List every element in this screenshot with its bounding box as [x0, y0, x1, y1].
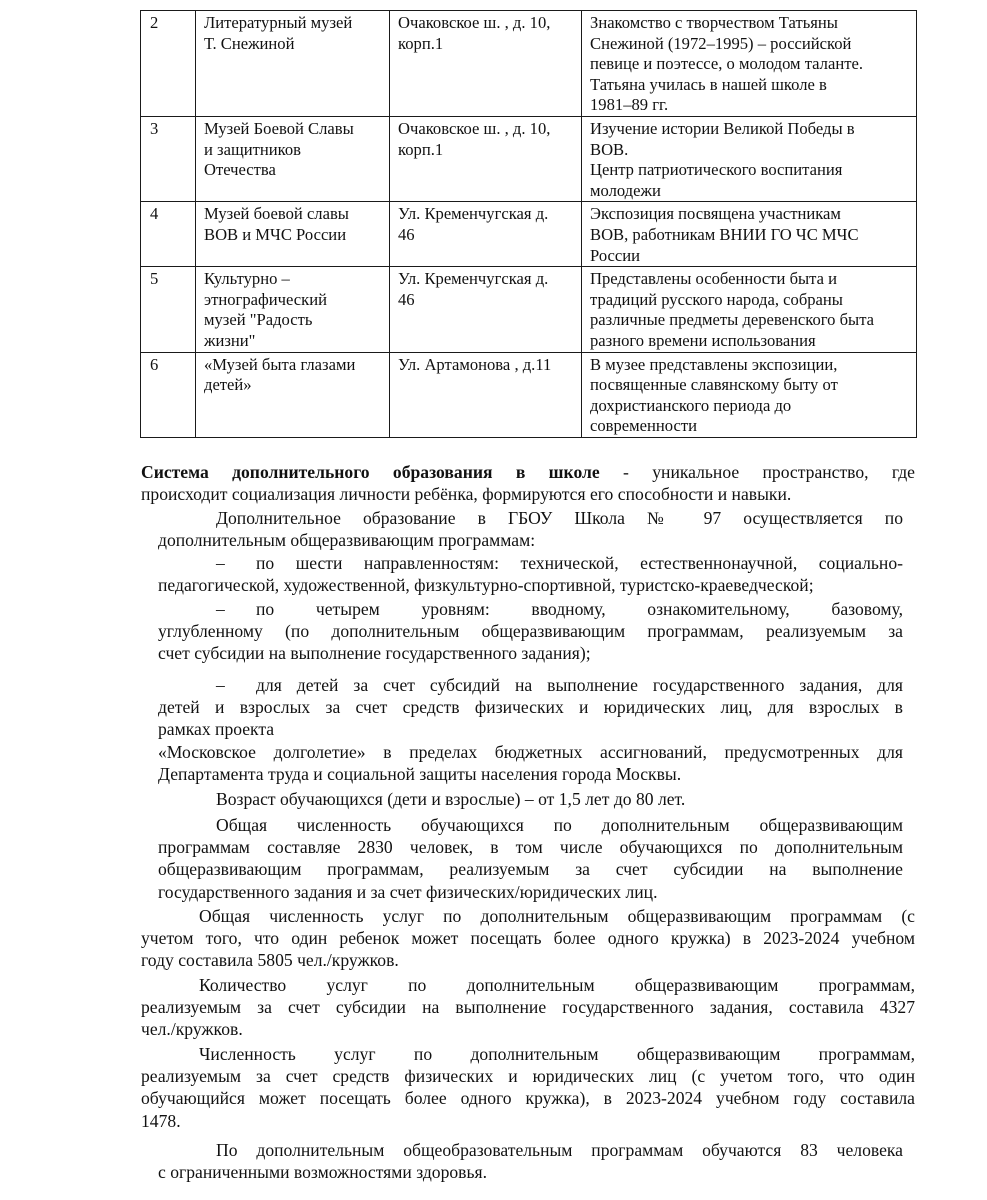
- age-line: Возраст обучающихся (дети и взрослые) – от 1,5 лет до 80 лет.: [216, 789, 686, 809]
- museum-description-cell: [582, 202, 917, 267]
- intro-paragraph: [141, 461, 915, 505]
- students-line-4: государственного задания и за счет физических/юридических лиц.: [158, 881, 658, 902]
- cell-line: корп.1: [398, 33, 444, 53]
- subsidy-line-1: Количество услуг по дополнительным общеразвивающим программам,: [199, 975, 915, 995]
- bullet-1-line-2: педагогической, художественной, физкультурно-спортивной, туристско-краеведческой;: [158, 575, 814, 596]
- disabilities-line-1: По дополнительным общеобразовательным программам обучаются 83 человека: [216, 1140, 903, 1160]
- museum-name-cell: [196, 116, 390, 201]
- paid-line-2: реализуемым за счет средств физических и юридических лиц (с учетом того, что один: [141, 1066, 915, 1087]
- bullet-3-line-3: рамках проекта: [158, 719, 275, 740]
- museum-name-cell: [196, 11, 390, 117]
- cell-line: ВОВ и МЧС России: [204, 224, 347, 244]
- paid-line-1: Численность услуг по дополнительным общеразвивающим программам,: [199, 1044, 915, 1064]
- museum-address-cell: [390, 267, 582, 352]
- cell-line: Ул. Артамонова , д.11: [398, 354, 552, 374]
- cell-line: 46: [398, 224, 415, 244]
- cell-line: Татьяна училась в нашей школе в: [590, 74, 827, 94]
- bullet-3-text: для детей за счет субсидий на выполнение государственного задания, для: [256, 675, 903, 695]
- paid-services-paragraph: [141, 1043, 915, 1132]
- total-students-paragraph: [158, 814, 903, 903]
- cell-line: Центр патриотического воспитания: [590, 160, 843, 180]
- cell-line: «Музей быта глазами: [204, 354, 356, 374]
- bullet-3-line-1: [158, 674, 903, 696]
- cell-line: Снежиной (1972–1995) – российской: [590, 33, 852, 53]
- museum-address-cell: [390, 11, 582, 117]
- table-row: [141, 116, 917, 201]
- cell-line: различные предметы деревенского быта: [590, 310, 875, 330]
- cell-line: Очаковское ш. , д. 10,: [398, 13, 551, 32]
- paid-line-4: 1478.: [141, 1110, 181, 1131]
- museum-number-cell: [141, 202, 196, 267]
- cell-line: дохристианского периода до: [590, 395, 792, 415]
- cell-line: Музей боевой славы: [204, 204, 349, 224]
- cell-line: В музее представлены экспозиции,: [590, 354, 838, 374]
- total-services-paragraph: [141, 905, 915, 972]
- cell-line: этнографический: [204, 289, 327, 309]
- services-line-1: Общая численность услуг по дополнительным общеразвивающим программам (с: [199, 906, 915, 926]
- cell-line: Знакомство с творчеством Татьяны: [590, 13, 838, 32]
- museum-description-cell: [582, 352, 917, 437]
- museum-description-cell: [582, 11, 917, 117]
- cell-line: современности: [590, 416, 697, 436]
- intro-bold-term: Система дополнительного образования в школе: [141, 462, 600, 482]
- table-row: [141, 267, 917, 352]
- cell-line: Очаковское ш. , д. 10,: [398, 118, 551, 138]
- bullet-1-text: по шести направленностям: технической, естественнонаучной, социально-: [256, 553, 903, 573]
- intro-line-2: происходит социализация личности ребёнка, формируются его способности и навыки.: [141, 484, 792, 505]
- cell-line: 1981–89 гг.: [590, 95, 669, 115]
- cell-line: жизни": [204, 330, 256, 350]
- bullet-funding: [158, 674, 903, 785]
- cell-line: певице и поэтессе, о молодом таланте.: [590, 54, 863, 74]
- disabilities-line-2: с ограниченными возможностями здоровья.: [158, 1162, 487, 1183]
- cell-line: корп.1: [398, 139, 444, 159]
- intro-line-1: [141, 461, 915, 483]
- services-line-2: учетом того, что один ребенок может посещать более одного кружка) в 2023-2024 учебном: [141, 928, 915, 949]
- museum-address-cell: [390, 352, 582, 437]
- bullet-2-text: по четырем уровням: вводному, ознакомительному, базовому,: [256, 599, 903, 619]
- cell-line: ВОВ.: [590, 139, 629, 159]
- bullet-2-line-1: [158, 598, 903, 620]
- cell-value: 2: [150, 13, 159, 32]
- bullet-3-line-5: Департамента труда и социальной защиты населения города Москвы.: [158, 763, 682, 784]
- cell-line: посвященные славянскому быту от: [590, 375, 838, 395]
- dash-marker: –: [216, 675, 225, 695]
- museum-number-cell: [141, 267, 196, 352]
- cell-value: 4: [150, 204, 159, 224]
- subsidy-line-3: чел./кружков.: [141, 1019, 243, 1040]
- cell-line: и защитников: [204, 139, 301, 159]
- museum-number-cell: [141, 116, 196, 201]
- table-row: [141, 202, 917, 267]
- cell-line: Ул. Кременчугская д.: [398, 204, 549, 224]
- cell-line: Литературный музей: [204, 13, 353, 32]
- museum-address-cell: [390, 202, 582, 267]
- age-paragraph: [158, 788, 903, 810]
- cell-line: Ул. Кременчугская д.: [398, 269, 549, 289]
- cell-line: Представлены особенности быта и: [590, 269, 838, 289]
- cell-line: традиций русского народа, собраны: [590, 289, 843, 309]
- services-line-3: году составила 5805 чел./кружков.: [141, 950, 399, 971]
- cell-line: Экспозиция посвящена участникам: [590, 204, 841, 224]
- students-line-1: Общая численность обучающихся по дополнительным общеразвивающим: [216, 815, 903, 835]
- cell-line: молодежи: [590, 180, 661, 200]
- museum-description-cell: [582, 116, 917, 201]
- bullet-1-line-1: [158, 552, 903, 574]
- paid-line-3: обучающийся может посещать более одного кружка), в 2023-2024 учебном году составила: [141, 1088, 915, 1109]
- cell-line: России: [590, 245, 641, 265]
- cell-line: музей "Радость: [204, 310, 313, 330]
- bullet-3-line-2: детей и взрослых за счет средств физических и юридических лиц, для взрослых в: [158, 697, 903, 718]
- museum-address-cell: [390, 116, 582, 201]
- students-line-2: программам составляе 2830 человек, в том числе обучающихся по дополнительным: [158, 837, 903, 858]
- bullet-2-line-3: счет субсидии на выполнение государственного задания);: [158, 643, 591, 664]
- museum-name-cell: [196, 267, 390, 352]
- museum-name-cell: [196, 202, 390, 267]
- subsidy-line-2: реализуемым за счет субсидии на выполнение государственного задания, составила 4327: [141, 997, 915, 1018]
- subsidy-services-paragraph: [141, 974, 915, 1041]
- cell-line: Отечества: [204, 160, 276, 180]
- students-line-3: общеразвивающим программам, реализуемым за счет субсидии на выполнение: [158, 859, 903, 880]
- cell-value: 6: [150, 354, 159, 374]
- cell-value: 3: [150, 118, 159, 138]
- cell-value: 5: [150, 269, 159, 289]
- dash-marker: –: [216, 599, 225, 619]
- museums-table-body: [141, 11, 917, 438]
- cell-line: Т. Снежиной: [204, 33, 295, 53]
- bullet-directions: [158, 552, 903, 596]
- bullet-2-line-2: углубленному (по дополнительным общеразвивающим программам, реализуемым за: [158, 621, 903, 642]
- table-row: [141, 352, 917, 437]
- museum-number-cell: [141, 352, 196, 437]
- dash-marker: –: [216, 553, 225, 573]
- dop-line-2: дополнительным общеразвивающим программам:: [158, 530, 536, 551]
- museum-name-cell: [196, 352, 390, 437]
- cell-line: Изучение истории Великой Победы в: [590, 118, 855, 138]
- dop-education-paragraph: [158, 507, 903, 551]
- intro-rest: - уникальное пространство, где: [599, 462, 915, 482]
- disabilities-paragraph: [158, 1139, 903, 1183]
- cell-line: ВОВ, работникам ВНИИ ГО ЧС МЧС: [590, 224, 859, 244]
- cell-line: разного времени использования: [590, 330, 816, 350]
- cell-line: Культурно –: [204, 269, 290, 289]
- cell-line: детей»: [204, 375, 252, 395]
- bullet-levels: [158, 598, 903, 665]
- museums-table: [140, 10, 917, 438]
- bullet-3-line-4: «Московское долголетие» в пределах бюджетных ассигнований, предусмотренных для: [158, 741, 903, 762]
- cell-line: Музей Боевой Славы: [204, 118, 354, 138]
- museum-number-cell: [141, 11, 196, 117]
- cell-line: 46: [398, 289, 415, 309]
- dop-line-1: Дополнительное образование в ГБОУ Школа № 97 осуществляется по: [216, 508, 903, 528]
- table-row: [141, 11, 917, 117]
- museum-description-cell: [582, 267, 917, 352]
